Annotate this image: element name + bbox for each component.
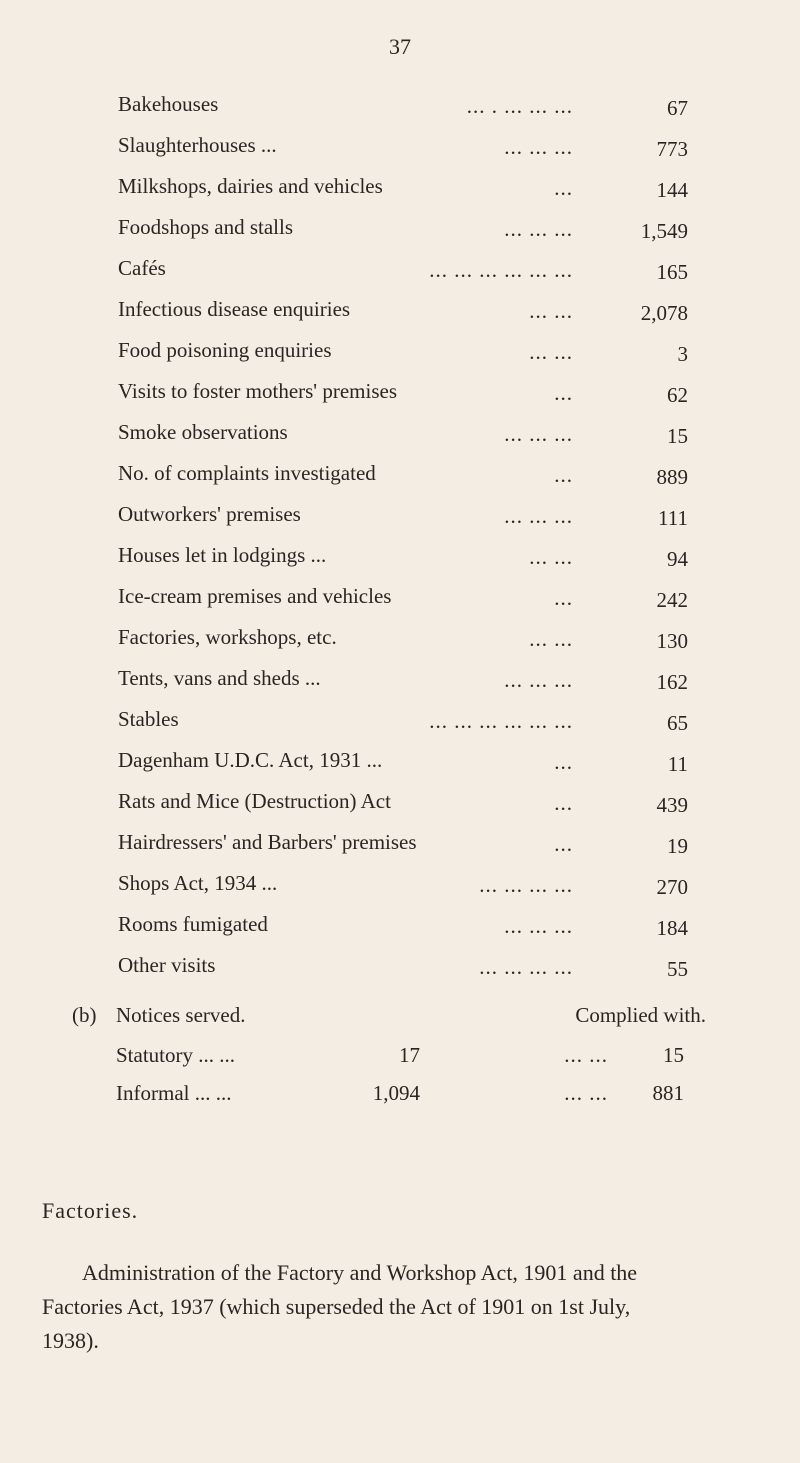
visit-leader-dots: ... ... [529,545,573,569]
visit-leader-dots: ... [554,381,573,405]
visit-value: 65 [667,711,688,735]
visit-label: Tents, vans and sheds ... [118,666,321,690]
visit-value: 55 [667,957,688,981]
visit-label: Outworkers' premises [118,502,301,526]
visit-leader-dots: ... [554,176,573,200]
visit-label: Visits to foster mothers' premises [118,379,397,403]
visit-value: 15 [667,424,688,448]
visit-row [118,88,688,129]
notice-row-informal [72,1081,712,1119]
notices-section [72,1003,712,1119]
notices-header [72,1003,712,1043]
factories-paragraph: Administration of the Factory and Workshop Act, 1901 and the Factories Act, 1937 (which superseded the Act of 1901 on 1st July, 1938). [42,1260,638,1353]
notices-title: Notices served. [116,1003,246,1027]
visit-leader-dots: ... ... ... [504,914,573,938]
notice-row-statutory [72,1043,712,1081]
visit-leader-dots: ... [554,791,573,815]
visit-label: Stables [118,707,179,731]
visit-label: Milkshops, dairies and vehicles [118,174,383,198]
visit-value: 62 [667,383,688,407]
visit-leader-dots: ... ... ... [504,668,573,692]
visit-label: Shops Act, 1934 ... [118,871,278,895]
visit-label: Foodshops and stalls [118,215,294,239]
visit-leader-dots: ... [554,832,573,856]
visit-value: 111 [658,506,688,530]
visit-leader-dots: ... ... ... ... [479,873,573,897]
notice-leader-dots: ... ... [564,1081,608,1105]
visit-leader-dots: ... ... [529,627,573,651]
visit-label: Dagenham U.D.C. Act, 1931 ... [118,748,383,772]
visit-value: 130 [656,629,688,653]
visit-row [118,375,688,416]
visit-value: 11 [667,752,688,776]
visit-value: 270 [656,875,688,899]
visit-row [118,908,688,949]
visit-row [118,252,688,293]
visit-label: Hairdressers' and Barbers' premises [118,830,417,854]
visit-row [118,867,688,908]
visit-leader-dots: ... ... ... [504,135,573,159]
visit-label: Rats and Mice (Destruction) Act [118,789,391,813]
page-number: 37 [389,34,411,59]
visit-label: Slaughterhouses ... [118,133,277,157]
visit-value: 67 [667,96,688,120]
visit-value: 242 [656,588,688,612]
notice-label: Informal ... ... [116,1081,232,1105]
visit-label: Bakehouses [118,92,219,116]
visit-label: Smoke observations [118,420,288,444]
visit-value: 162 [656,670,688,694]
notices-complied-header: Complied with. [575,1003,706,1027]
visit-value: 165 [656,260,688,284]
visit-value: 889 [656,465,688,489]
visit-row [118,293,688,334]
visit-label: Cafés [118,256,166,280]
visit-value: 439 [656,793,688,817]
visits-list [118,88,688,990]
notices-marker: (b) [72,1003,97,1027]
visit-label: Rooms fumigated [118,912,268,936]
visit-label: No. of complaints investigated [118,461,376,485]
visit-label: Factories, workshops, etc. [118,625,337,649]
notice-complied-value: 15 [663,1043,684,1067]
visit-label: Food poisoning enquiries [118,338,332,362]
visit-row [118,170,688,211]
visit-leader-dots: ... . ... ... ... [466,94,573,118]
visit-value: 144 [656,178,688,202]
notice-leader-dots: ... ... [564,1043,608,1067]
visit-row [118,334,688,375]
visit-row [118,662,688,703]
visit-leader-dots: ... [554,463,573,487]
visit-value: 3 [677,342,688,366]
visit-leader-dots: ... ... ... [504,217,573,241]
visit-label: Ice-cream premises and vehicles [118,584,392,608]
visit-leader-dots: ... ... ... ... ... ... [429,258,573,282]
visit-leader-dots: ... ... ... [504,504,573,528]
visit-leader-dots: ... ... ... [504,422,573,446]
visit-row [118,949,688,990]
visit-row [118,416,688,457]
notice-served-value: 17 [399,1043,420,1067]
visit-value: 19 [667,834,688,858]
visit-row [118,703,688,744]
visit-row [118,621,688,662]
visit-row [118,826,688,867]
notice-complied-value: 881 [652,1081,684,1105]
visit-value: 1,549 [640,219,688,243]
visit-leader-dots: ... ... [529,340,573,364]
factories-heading: Factories. [42,1198,139,1223]
notice-label: Statutory ... ... [116,1043,235,1067]
visit-row [118,539,688,580]
visit-row [118,211,688,252]
visit-leader-dots: ... ... [529,299,573,323]
visit-value: 2,078 [640,301,688,325]
visit-label: Infectious disease enquiries [118,297,351,321]
visit-leader-dots: ... [554,750,573,774]
visit-row [118,580,688,621]
visit-row [118,457,688,498]
visit-row [118,129,688,170]
visit-leader-dots: ... ... ... ... ... ... [429,709,573,733]
visit-label: Other visits [118,953,216,977]
visit-value: 773 [656,137,688,161]
visit-leader-dots: ... ... ... ... [479,955,573,979]
visit-row [118,498,688,539]
visit-label: Houses let in lodgings ... [118,543,327,567]
visit-row [118,785,688,826]
visit-value: 184 [656,916,688,940]
notice-served-value: 1,094 [372,1081,420,1105]
visit-row [118,744,688,785]
visit-value: 94 [667,547,688,571]
visit-leader-dots: ... [554,586,573,610]
